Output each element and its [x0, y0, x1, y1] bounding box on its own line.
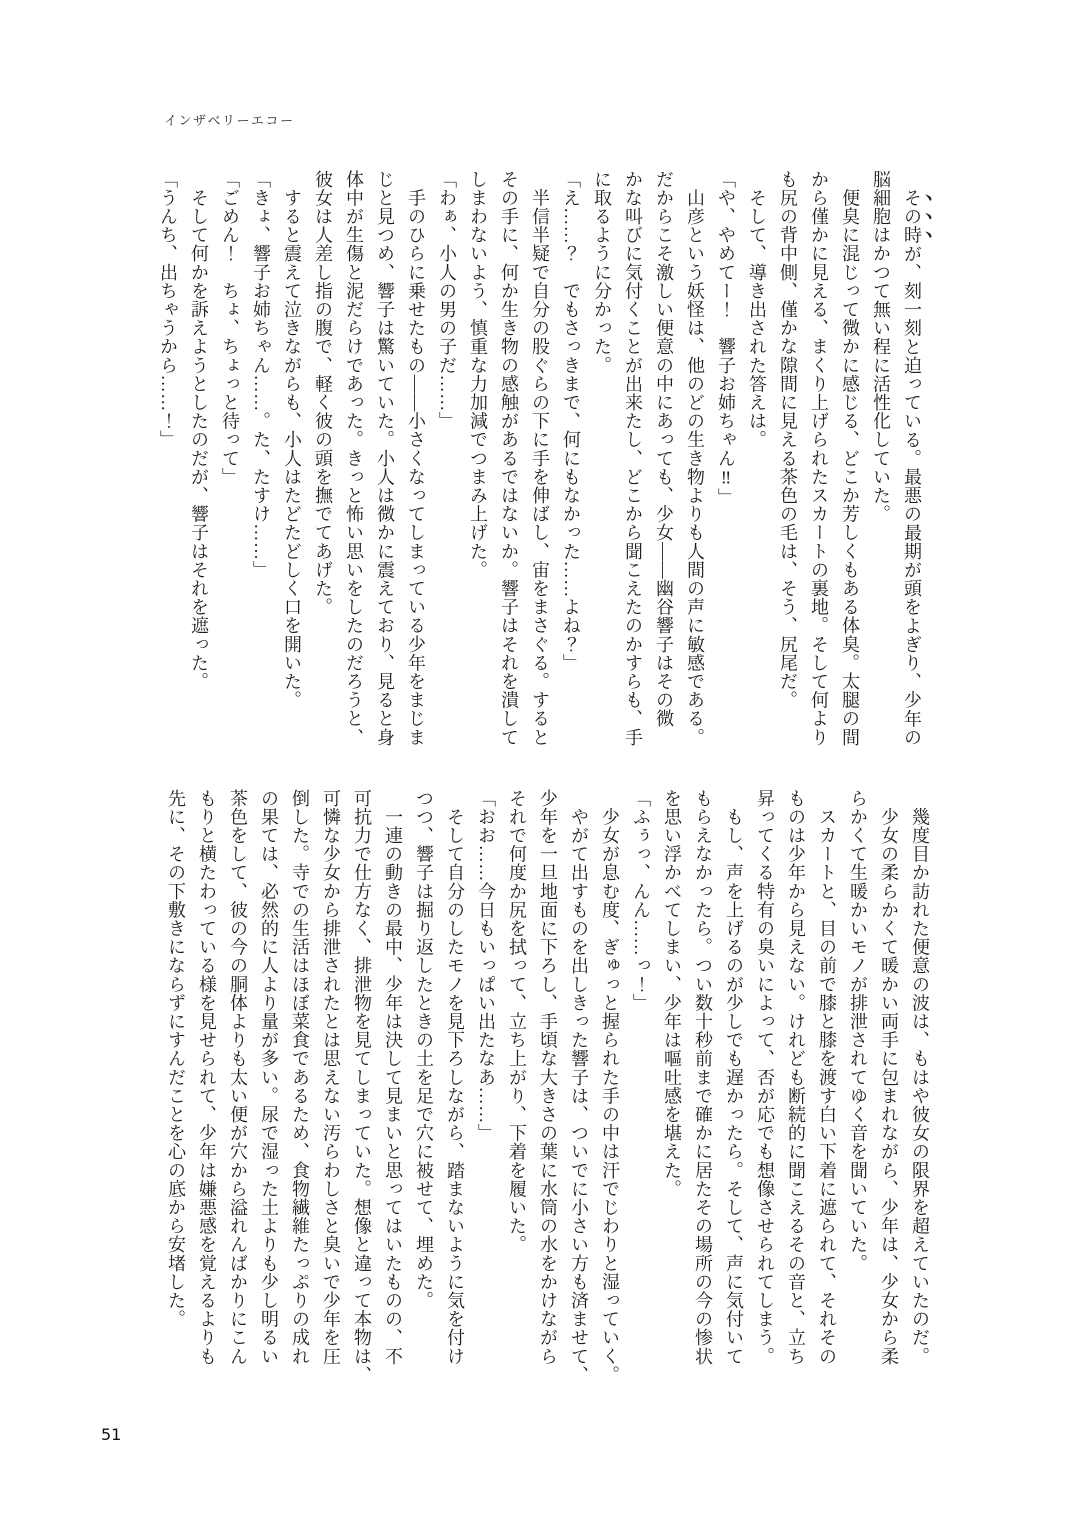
text-line: 手のひらに乗せたもの――小さくなってしまっている少年をまじま: [406, 170, 426, 747]
text-line: すると震えて泣きながらも、小人はたどたどしく口を開いた。: [282, 170, 302, 710]
text-line: 「きょ、響子お姉ちゃん……。た、たすけ……」: [251, 170, 271, 580]
text-line: 倒した。寺での生活はほぼ菜食であるため、食物繊維たっぷりの成れ: [290, 789, 310, 1366]
text-line: しまわないよう、慎重な力加減でつまみ上げた。: [468, 170, 488, 580]
text-line: 一連の動きの最中、少年は決して見まいと思ってはいたものの、不: [383, 789, 403, 1366]
text-line: 「うんち、出ちゃうから……！」: [158, 170, 178, 449]
text-line: やがて出すものを出しきった響子は、ついでに小さい方も済ませて、: [569, 789, 589, 1385]
text-line-first: [896, 170, 935, 750]
text-line: 可抗力で仕方なく、排泄物を見てしまっていた。想像と違って本物は、: [352, 789, 372, 1385]
text-line: 「や、やめてー！ 響子お姉ちゃん‼」: [716, 170, 736, 507]
text-line: その手に、何か生き物の感触があるではないか。響子はそれを潰して: [499, 170, 519, 747]
emphasized-text: その時: [902, 188, 922, 245]
text-line: ものは少年から見えない。けれども断続的に聞こえるその音と、立ち: [786, 789, 806, 1366]
text-line: 「ふぅっ、んん……っ！」: [631, 789, 651, 1013]
text-line: それで何度か尻を拭って、立ち上がり、下着を履いた。: [507, 789, 527, 1254]
top-text-block: [152, 170, 935, 750]
text-line: に取るように分かった。: [592, 170, 612, 375]
paragraph-indent: [902, 170, 922, 189]
text-line: 少年を一旦地面に下ろし、手頃な大きさの葉に水筒の水をかけながら: [538, 789, 558, 1366]
text-line: らかくて生暖かいモノが排泄されてゆく音を聞いていた。: [848, 789, 868, 1273]
text-line: も尻の背中側、僅かな隙間に見える茶色の毛は、そう、尻尾だ。: [778, 170, 798, 710]
text-line-rest: が、刻一刻と迫っている。最悪の最期が頭をよぎり、少年の: [902, 244, 922, 747]
text-line: 茶色をして、彼の今の胴体よりも太い便が穴から溢れんばかりにこん: [228, 789, 248, 1366]
text-line: 幾度目か訪れた便意の波は、もはや彼女の限界を超えていたのだ。: [910, 789, 930, 1366]
text-line: 「え……？ でもさっきまで、何にもなかった……よね？」: [561, 170, 581, 673]
text-line: 「おお……今日もいっぱい出たなあ……」: [476, 789, 496, 1143]
text-line: もらえなかったら。つい数十秒前まで確かに居たその場所の今の惨状: [693, 789, 713, 1366]
text-line: かな叫びに気付くことが出来たし、どこから聞こえたのかすらも、手: [623, 170, 643, 747]
text-line: 先に、その下敷きにならずにすんだことを心の底から安堵した。: [166, 789, 186, 1329]
text-line: 可憐な少女から排泄されたとは思えない汚らわしさと臭いで少年を圧: [321, 789, 341, 1366]
page-number: 51: [101, 1425, 122, 1444]
text-line: 脳細胞はかつて無い程に活性化していた。: [871, 170, 891, 524]
text-line: 少女の柔らかくて暖かい両手に包まれながら、少年は、少女から柔: [879, 789, 899, 1366]
text-line: 「わぁ、小人の男の子だ……」: [437, 170, 457, 431]
text-line: そして何かを訴えようとしたのだが、響子はそれを遮った。: [189, 170, 209, 691]
text-line: を思い浮かべてしまい、少年は嘔吐感を堪えた。: [662, 789, 682, 1199]
text-line: から僅かに見える、まくり上げられたスカートの裏地。そして何より: [809, 170, 829, 747]
text-line: 半信半疑で自分の股ぐらの下に手を伸ばし、宙をまさぐる。すると: [530, 170, 550, 747]
text-line: 便臭に混じって微かに感じる、どこか芳しくもある体臭。太腿の間: [840, 170, 860, 747]
text-line: もりと横たわっている様を見せられて、少年は嫌悪感を覚えるよりも: [197, 789, 217, 1366]
text-line: だからこそ激しい便意の中にあっても、少女――幽谷響子はその微: [654, 170, 674, 728]
running-header-title: インザベリーエコー: [164, 113, 295, 128]
text-line: 昇ってくる特有の臭いによって、否が応でも想像させられてしまう。: [755, 789, 775, 1366]
text-line: 体中が生傷と泥だらけであった。きっと怖い思いをしたのだろうと、: [344, 170, 364, 747]
text-line: 「ごめん！ ちょ、ちょっと待って」: [220, 170, 240, 487]
text-line: スカートと、目の前で膝と膝を渡す白い下着に遮られて、それその: [817, 789, 837, 1366]
text-line: 山彦という妖怪は、他のどの生き物よりも人間の声に敏感である。: [685, 170, 705, 747]
text-line: じと見つめ、響子は驚いていた。小人は微かに震えており、見ると身: [375, 170, 395, 747]
text-line: もし、声を上げるのが少しでも遅かったら。そして、声に気付いて: [724, 789, 744, 1366]
text-line: そして自分のしたモノを見下ろしながら、踏まないように気を付け: [445, 789, 465, 1366]
text-line: そして、導き出された答えは。: [747, 170, 767, 449]
text-line: 少女が息む度、ぎゅっと握られた手の中は汗でじわりと湿っていく。: [600, 789, 620, 1385]
text-line: の果ては、必然的に人より量が多い。尿で湿った土よりも少し明るい: [259, 789, 279, 1366]
text-line: 彼女は人差し指の腹で、軽く彼の頭を撫でてあげた。: [313, 170, 333, 617]
bottom-text-block: [160, 789, 935, 1385]
text-line: つつ、響子は掘り返したときの土を足で穴に被せて、埋めた。: [414, 789, 434, 1310]
